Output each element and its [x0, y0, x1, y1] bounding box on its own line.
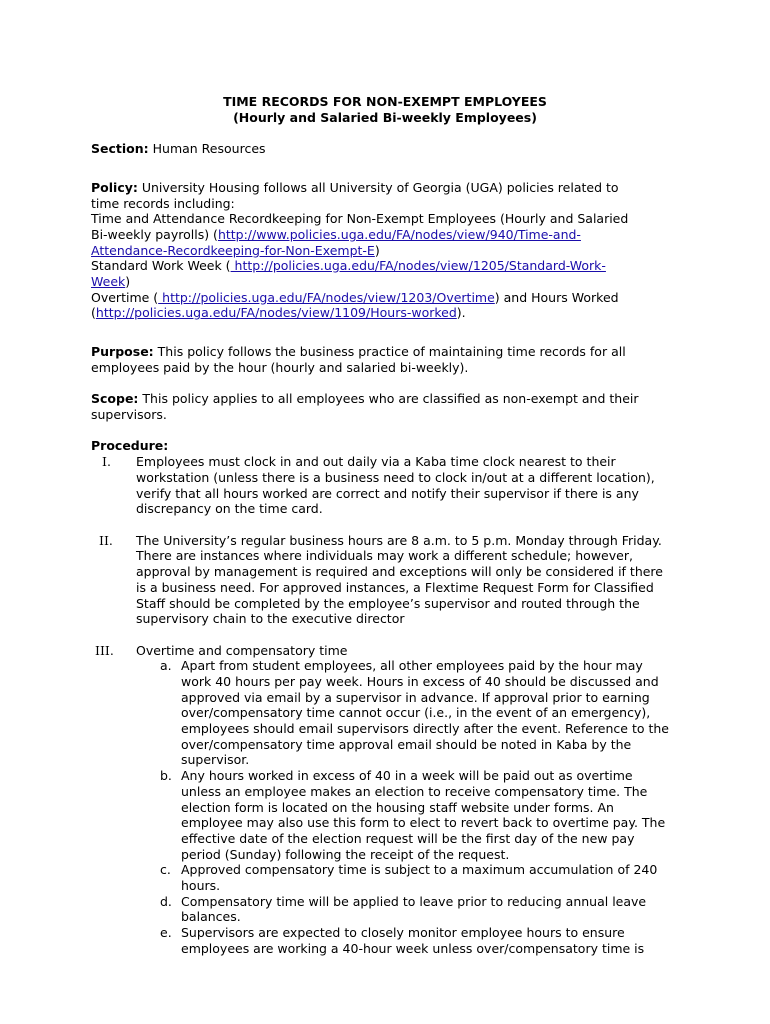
item-i-line: Employees must clock in and out daily via a Kaba time clock nearest to their	[136, 454, 616, 469]
policy-label: Policy:	[91, 180, 138, 195]
subitem-a-line: supervisor.	[181, 752, 250, 767]
policy-text: (	[91, 305, 96, 320]
subitem-b-line: effective date of the election request will be the first day of the new pay	[181, 831, 635, 846]
standard-work-week-link[interactable]: http://policies.uga.edu/FA/nodes/view/1205/Standard-Work-	[230, 258, 606, 273]
subitem-a-line: work 40 hours per pay week. Hours in excess of 40 should be discussed and	[181, 674, 659, 689]
policy-text: Standard Work Week (	[91, 258, 231, 273]
policy-line-6	[91, 258, 606, 274]
standard-work-week-link-cont[interactable]: Week	[91, 274, 126, 289]
policy-line-7	[91, 274, 130, 290]
subitem-letter: e.	[160, 925, 172, 940]
policy-line-8	[91, 290, 619, 306]
procedure-label: Procedure:	[91, 438, 169, 453]
scope-text: This policy applies to all employees who are classified as non-exempt and their	[142, 391, 639, 406]
subitem-e-line: employees are working a 40-hour week unless over/compensatory time is	[181, 941, 645, 956]
purpose-line-1	[91, 344, 626, 360]
purpose-text: This policy follows the business practice of maintaining time records for all	[157, 344, 626, 359]
subitem-c-line: Approved compensatory time is subject to a maximum accumulation of 240	[181, 862, 658, 877]
purpose-line-2: employees paid by the hour (hourly and salaried bi-weekly).	[91, 360, 469, 375]
section-label: Section:	[91, 141, 149, 156]
subitem-b-line: Any hours worked in excess of 40 in a week will be paid out as overtime	[181, 768, 633, 783]
policy-line-4	[91, 227, 581, 243]
item-iii-heading: Overtime and compensatory time	[136, 643, 348, 658]
policy-text: ).	[456, 305, 466, 320]
item-i-line: discrepancy on the time card.	[136, 501, 323, 516]
subitem-letter: d.	[160, 894, 172, 909]
subitem-b-line: unless an employee makes an election to receive compensatory time. The	[181, 784, 648, 799]
scope-line-2: supervisors.	[91, 407, 167, 422]
policy-text: Bi-weekly payrolls) (	[91, 227, 218, 242]
subitem-c-line: hours.	[181, 878, 221, 893]
overtime-link[interactable]: http://policies.uga.edu/FA/nodes/view/1203/Overtime	[158, 290, 495, 305]
policy-text: )	[125, 274, 131, 289]
item-ii-line: supervisory chain to the executive director	[136, 611, 405, 626]
subitem-a-line: approved via email by a supervisor in advance. If approval prior to earning	[181, 690, 650, 705]
item-ii-line: The University’s regular business hours are 8 a.m. to 5 p.m. Monday through Friday.	[136, 533, 662, 548]
purpose-label: Purpose:	[91, 344, 154, 359]
subitem-a-line: over/compensatory time approval email should be noted in Kaba by the	[181, 737, 632, 752]
doc-title: TIME RECORDS FOR NON-EXEMPT EMPLOYEES	[223, 94, 547, 109]
item-ii-line: approval by management is required and exceptions will only be considered if there	[136, 564, 663, 579]
hours-worked-link[interactable]: http://policies.uga.edu/FA/nodes/view/1109/Hours-worked	[95, 305, 457, 320]
item-i-line: workstation (unless there is a business need to clock in/out at a different location),	[136, 470, 655, 485]
item-ii-line: Staff should be completed by the employee’s supervisor and routed through the	[136, 596, 640, 611]
subitem-d-line: balances.	[181, 909, 241, 924]
subitem-e-line: Supervisors are expected to closely monitor employee hours to ensure	[181, 925, 625, 940]
subitem-a-line: Apart from student employees, all other employees paid by the hour may	[181, 658, 643, 673]
policy-text: ) and Hours Worked	[494, 290, 619, 305]
scope-label: Scope:	[91, 391, 139, 406]
subitem-a-line: employees should email supervisors directly after the event. Reference to the	[181, 721, 669, 736]
policy-line-3: Time and Attendance Recordkeeping for Non-Exempt Employees (Hourly and Salaried	[91, 211, 629, 226]
item-ii-line: is a business need. For approved instances, a Flextime Request Form for Classified	[136, 580, 654, 595]
subitem-b-line: election form is located on the housing staff website under forms. An	[181, 800, 614, 815]
time-attendance-link[interactable]: http://www.policies.uga.edu/FA/nodes/view/940/Time-and-	[217, 227, 581, 242]
section-line	[91, 141, 266, 157]
policy-text: Overtime (	[91, 290, 159, 305]
subitem-b-line: employee may also use this form to elect to revert back to overtime pay. The	[181, 815, 666, 830]
subitem-letter: a.	[160, 658, 172, 673]
policy-line-2: time records including:	[91, 196, 235, 211]
policy-text: University Housing follows all University of Georgia (UGA) policies related to	[141, 180, 619, 195]
item-number: I.	[102, 454, 111, 469]
policy-line-1	[91, 180, 619, 196]
policy-text: )	[374, 243, 380, 258]
section-value: Human Resources	[152, 141, 266, 156]
scope-line-1	[91, 391, 639, 407]
subitem-b-line: period (Sunday) following the receipt of the request.	[181, 847, 510, 862]
subitem-a-line: over/compensatory time cannot occur (i.e., in the event of an emergency),	[181, 705, 651, 720]
item-ii-line: There are instances where individuals may work a different schedule; however,	[136, 548, 633, 563]
time-attendance-link-cont[interactable]: Attendance-Recordkeeping-for-Non-Exempt-E	[91, 243, 375, 258]
subitem-d-line: Compensatory time will be applied to leave prior to reducing annual leave	[181, 894, 647, 909]
item-number: II.	[99, 533, 113, 548]
subitem-letter: b.	[160, 768, 172, 783]
item-i-line: verify that all hours worked are correct and notify their supervisor if there is any	[136, 486, 639, 501]
subitem-letter: c.	[160, 862, 171, 877]
policy-line-5	[91, 243, 380, 259]
policy-line-9	[91, 305, 466, 321]
item-number: III.	[95, 643, 114, 658]
doc-subtitle: (Hourly and Salaried Bi-weekly Employees)	[233, 110, 537, 125]
